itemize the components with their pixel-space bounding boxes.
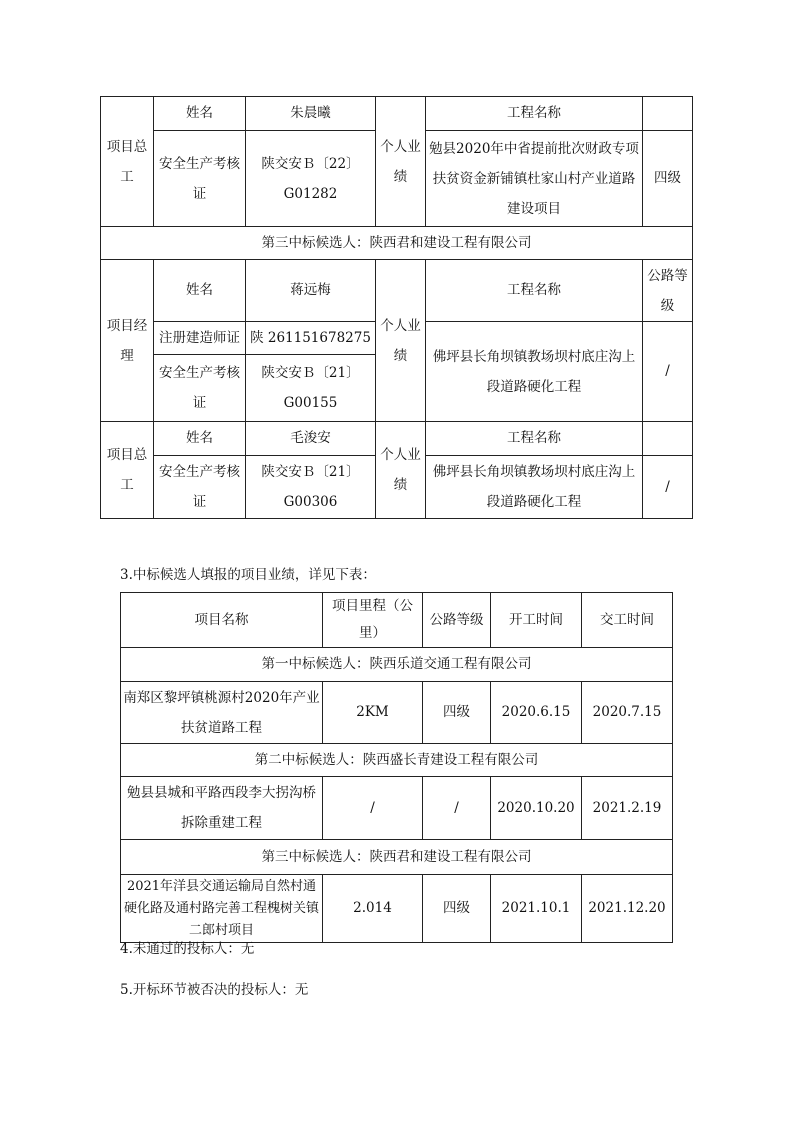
- grade: /: [423, 777, 491, 840]
- mileage: 2KM: [323, 682, 423, 744]
- header-finish: 交工时间: [582, 593, 673, 648]
- cert-label: 安全生产考核证: [154, 355, 246, 422]
- project-name: 勉县县城和平路西段李大拐沟桥拆除重建工程: [121, 777, 323, 840]
- cert-label: 安全生产考核证: [154, 131, 246, 227]
- mileage: 2.014: [323, 875, 423, 943]
- role-cell: 项目总工: [101, 422, 154, 519]
- project-name-header: 工程名称: [426, 97, 643, 131]
- performance-label: 个人业绩: [376, 260, 426, 422]
- grade-header: [643, 97, 693, 131]
- section-5-text: 5.开标环节被否决的投标人：无: [120, 982, 309, 998]
- finish-date: 2020.7.15: [582, 682, 673, 744]
- section-3-title: 3.中标候选人填报的项目业绩，详见下表：: [120, 567, 376, 583]
- grade-header: [643, 422, 693, 456]
- table-row: [121, 682, 673, 744]
- grade: 四级: [423, 682, 491, 744]
- cert-number: 陕交安Ｂ〔22〕G01282: [246, 131, 376, 227]
- performance-label: 个人业绩: [376, 422, 426, 519]
- project-name: 勉县2020年中省提前批次财政专项扶贫资金新铺镇杜家山村产业道路建设项目: [426, 131, 643, 227]
- start-date: 2020.6.15: [491, 682, 582, 744]
- header-mileage: 项目里程（公里）: [323, 593, 423, 648]
- name-label: 姓名: [154, 97, 246, 131]
- role-cell: 项目经理: [101, 260, 154, 422]
- section-4-text: 4.未通过的投标人：无: [120, 941, 255, 957]
- personnel-table: [100, 96, 693, 519]
- start-date: 2020.10.20: [491, 777, 582, 840]
- road-grade: 四级: [643, 131, 693, 227]
- person-name: 毛浚安: [246, 422, 376, 456]
- bidder-title: 第三中标候选人：陕西君和建设工程有限公司: [101, 227, 693, 260]
- road-grade: /: [643, 322, 693, 422]
- table-row: [121, 875, 673, 943]
- project-name: 2021年洋县交通运输局自然村通硬化路及通村路完善工程槐树关镇二郎村项目: [121, 875, 323, 943]
- person-name: 蒋远梅: [246, 260, 376, 322]
- header-project-name: 项目名称: [121, 593, 323, 648]
- project-name: 佛坪县长角坝镇教场坝村底庄沟上段道路硬化工程: [426, 322, 643, 422]
- name-label: 姓名: [154, 260, 246, 322]
- mileage: /: [323, 777, 423, 840]
- header-grade: 公路等级: [423, 593, 491, 648]
- cert-label: 安全生产考核证: [154, 456, 246, 519]
- table-row: [121, 777, 673, 840]
- cert-number: 陕交安Ｂ〔21〕G00306: [246, 456, 376, 519]
- reg-cert-label: 注册建造师证: [154, 322, 246, 355]
- bidder-title: 第一中标候选人：陕西乐道交通工程有限公司: [121, 648, 673, 682]
- role-cell: 项目总工: [101, 97, 154, 227]
- grade: 四级: [423, 875, 491, 943]
- bidder-title: 第二中标候选人：陕西盛长青建设工程有限公司: [121, 744, 673, 777]
- cert-number: 陕交安Ｂ〔21〕G00155: [246, 355, 376, 422]
- performance-label: 个人业绩: [376, 97, 426, 227]
- person-name: 朱晨曦: [246, 97, 376, 131]
- finish-date: 2021.2.19: [582, 777, 673, 840]
- project-name: 南郑区黎坪镇桃源村2020年产业扶贫道路工程: [121, 682, 323, 744]
- finish-date: 2021.12.20: [582, 875, 673, 943]
- name-label: 姓名: [154, 422, 246, 456]
- road-grade: /: [643, 456, 693, 519]
- project-name-header: 工程名称: [426, 422, 643, 456]
- reg-cert-number: 陕 261151678275: [246, 322, 376, 355]
- grade-header: 公路等级: [643, 260, 693, 322]
- performance-table: [120, 592, 673, 943]
- start-date: 2021.10.1: [491, 875, 582, 943]
- bidder-title: 第三中标候选人：陕西君和建设工程有限公司: [121, 840, 673, 875]
- header-start: 开工时间: [491, 593, 582, 648]
- project-name-header: 工程名称: [426, 260, 643, 322]
- project-name: 佛坪县长角坝镇教场坝村底庄沟上段道路硬化工程: [426, 456, 643, 519]
